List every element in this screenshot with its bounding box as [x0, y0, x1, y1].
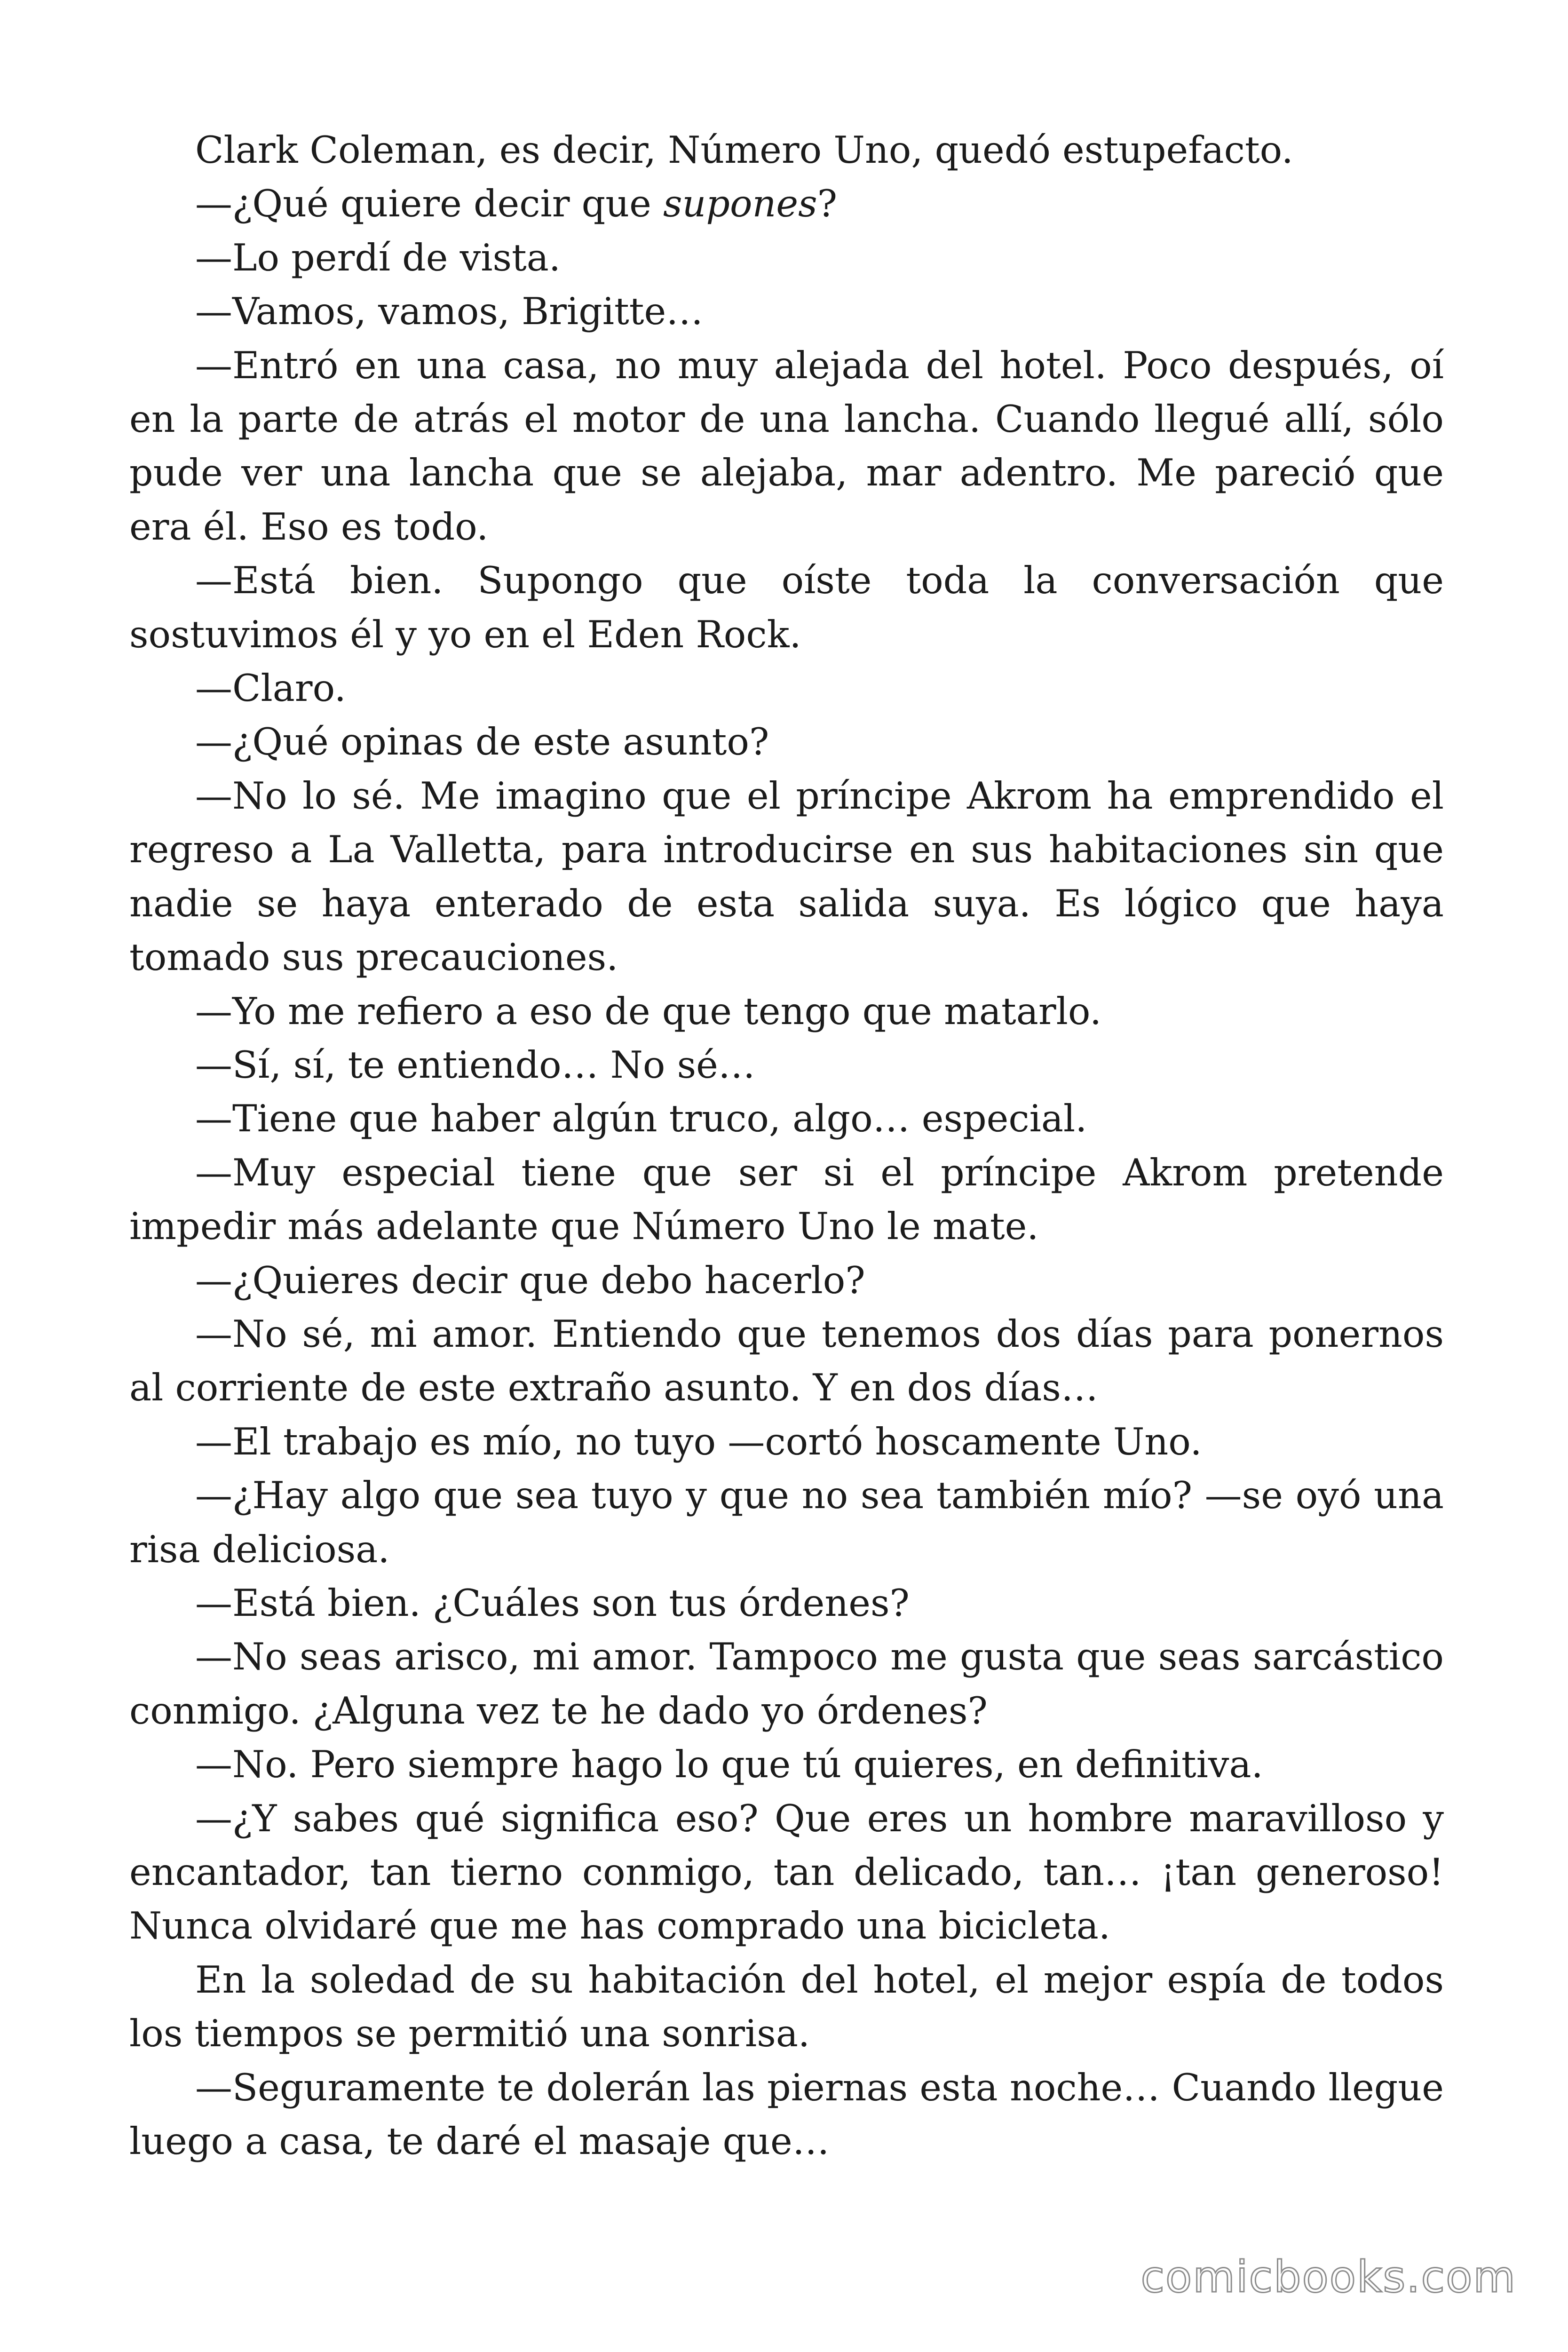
paragraph: —No. Pero siempre hago lo que tú quieres, en definitiva. — [195, 1743, 1263, 1787]
paragraph: —¿Y sabes qué significa eso? Que eres un hombre maravilloso y encantador, tan tierno conmigo, tan delicado, tan… ¡tan generoso! Nunca olvidaré que me has comprado una bicicleta. — [129, 1796, 1444, 1948]
paragraph: —Está bien. ¿Cuáles son tus órdenes? — [195, 1581, 910, 1625]
paragraph-text: —¿Qué quiere decir que — [195, 182, 663, 226]
paragraph: —Lo perdí de vista. — [195, 236, 561, 279]
italic-word: supones — [663, 182, 817, 226]
paragraph: —Claro. — [195, 667, 346, 710]
paragraph: —Yo me refiero a eso de que tengo que matarlo. — [195, 989, 1102, 1033]
paragraph: —No lo sé. Me imagino que el príncipe Akrom ha emprendido el regreso a La Valletta, para introducirse en sus habitaciones sin que nadie se haya enterado de esta salida suya. Es lógico que haya tomado sus precauciones. — [129, 774, 1444, 979]
paragraph — [129, 177, 1444, 230]
paragraph: —¿Qué opinas de este asunto? — [195, 720, 769, 764]
watermark: comicbooks.com — [1140, 2252, 1516, 2302]
paragraph: —¿Hay algo que sea tuyo y que no sea también mío? —se oyó una risa deliciosa. — [129, 1474, 1444, 1571]
paragraph: —Seguramente te dolerán las piernas esta noche… Cuando llegue luego a casa, te daré el masaje que… — [129, 2066, 1444, 2163]
paragraph: —Sí, sí, te entiendo… No sé… — [195, 1043, 755, 1087]
paragraph: —Tiene que haber algún truco, algo… especial. — [195, 1097, 1087, 1141]
paragraph-text: ? — [817, 182, 838, 226]
paragraph: En la soledad de su habitación del hotel, el mejor espía de todos los tiempos se permitió una sonrisa. — [129, 1958, 1444, 2056]
paragraph: —Vamos, vamos, Brigitte… — [195, 290, 704, 334]
paragraph: —No sé, mi amor. Entiendo que tenemos dos días para ponernos al corriente de este extraño asunto. Y en dos días… — [129, 1312, 1444, 1410]
paragraph: Clark Coleman, es decir, Número Uno, quedó estupefacto. — [195, 128, 1293, 172]
paragraph: —¿Quieres decir que debo hacerlo? — [195, 1258, 865, 1302]
page-text — [129, 123, 1444, 2168]
paragraph: —No seas arisco, mi amor. Tampoco me gusta que seas sarcástico conmigo. ¿Alguna vez te he dado yo órdenes? — [129, 1635, 1444, 1732]
paragraph: —Entró en una casa, no muy alejada del hotel. Poco después, oí en la parte de atrás el motor de una lancha. Cuando llegué allí, sólo pude ver una lancha que se alejaba, mar adentro. Me pareció que era él. Eso es todo. — [129, 343, 1444, 548]
paragraph: —Está bien. Supongo que oíste toda la conversación que sostuvimos él y yo en el Eden Rock. — [129, 559, 1444, 656]
paragraph: —Muy especial tiene que ser si el príncipe Akrom pretende impedir más adelante que Número Uno le mate. — [129, 1151, 1444, 1248]
paragraph: —El trabajo es mío, no tuyo —cortó hoscamente Uno. — [195, 1420, 1202, 1463]
